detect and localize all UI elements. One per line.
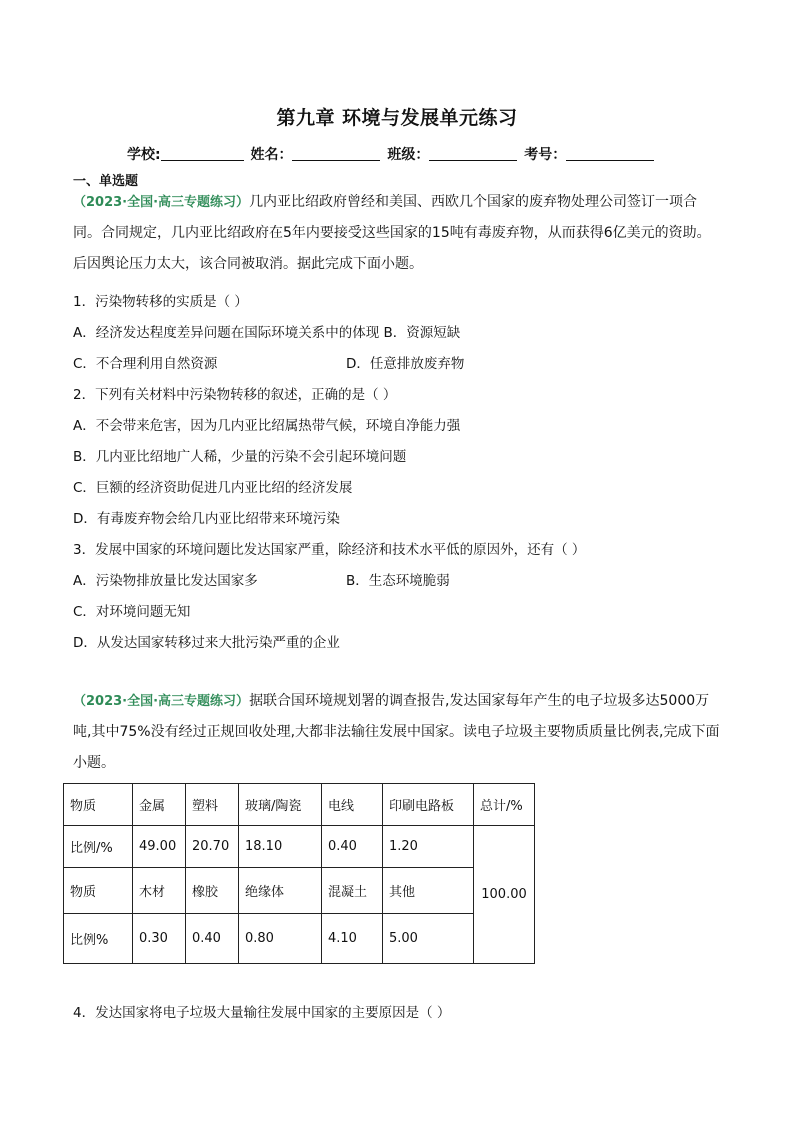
- table-cell: 0.40: [322, 826, 383, 868]
- class-label: 班级：: [387, 147, 430, 163]
- table-cell: 橡胶: [186, 868, 239, 914]
- table-cell: 木材: [133, 868, 186, 914]
- school-label: 学校:: [127, 147, 161, 163]
- table-cell: 4.10: [322, 914, 383, 964]
- exam-number-blank: [566, 146, 654, 161]
- table-cell: 塑料: [186, 784, 239, 826]
- table-cell: 0.80: [239, 914, 322, 964]
- page-title: 第九章 环境与发展单元练习: [276, 107, 518, 129]
- class-blank: [429, 146, 517, 161]
- table-cell: 玻璃/陶瓷: [239, 784, 322, 826]
- table-cell: 混凝土: [322, 868, 383, 914]
- school-blank: [161, 146, 244, 161]
- question-3-option-c: C．对环境问题无知: [73, 604, 191, 620]
- name-blank: [292, 146, 380, 161]
- table-cell: 印刷电路板: [383, 784, 474, 826]
- table-row: [64, 826, 535, 868]
- passage-2-source: （2023·全国·高三专题练习）: [73, 694, 250, 709]
- table-cell: 物质: [64, 868, 133, 914]
- table-cell: 总计/%: [474, 784, 535, 826]
- table-cell: 18.10: [239, 826, 322, 868]
- table-cell: 金属: [133, 784, 186, 826]
- table-cell: 20.70: [186, 826, 239, 868]
- section-heading: 一、单选题: [73, 174, 139, 189]
- question-2-option-a: A．不会带来危害，因为几内亚比绍属热带气候，环境自净能力强: [73, 418, 461, 434]
- question-2-stem: 2．下列有关材料中污染物转移的叙述，正确的是（ ）: [73, 387, 397, 403]
- e-waste-composition-table: [63, 783, 535, 964]
- table-cell: 0.40: [186, 914, 239, 964]
- passage-2-text: 据联合国环境规划署的调查报告,发达国家每年产生的电子垃圾多达5000万吨,其中75%没有经过正规回收处理,大都非法输往发展中国家。读电子垃圾主要物质质量比例表,完成下面小题。: [73, 693, 720, 771]
- table-total-cell: 100.00: [474, 826, 535, 964]
- student-info-line: [127, 144, 654, 164]
- table-row: [64, 784, 535, 826]
- table-row: [64, 914, 535, 964]
- question-2-option-b: B．几内亚比绍地广人稀，少量的污染不会引起环境问题: [73, 449, 407, 465]
- table-cell: 绝缘体: [239, 868, 322, 914]
- table-cell: 物质: [64, 784, 133, 826]
- question-3-stem: 3．发展中国家的环境问题比发达国家严重，除经济和技术水平低的原因外，还有（ ）: [73, 542, 586, 558]
- question-2-option-c: C．巨额的经济资助促进几内亚比绍的经济发展: [73, 480, 353, 496]
- table-cell: 比例%: [64, 914, 133, 964]
- passage-1-source: （2023·全国·高三专题练习）: [73, 195, 250, 210]
- passage-2: [73, 686, 723, 779]
- table-cell: 1.20: [383, 826, 474, 868]
- question-2-option-d: D．有毒废弃物会给几内亚比绍带来环境污染: [73, 511, 340, 527]
- question-3-option-b: B．生态环境脆弱: [346, 573, 450, 589]
- question-1-option-c: C．不合理利用自然资源: [73, 356, 218, 372]
- table-cell: 0.30: [133, 914, 186, 964]
- table-cell: 比例/%: [64, 826, 133, 868]
- question-4-stem: 4．发达国家将电子垃圾大量输往发展中国家的主要原因是（ ）: [73, 1005, 451, 1021]
- passage-1: [73, 187, 723, 280]
- table-row: [64, 868, 535, 914]
- table-cell: 5.00: [383, 914, 474, 964]
- question-1-option-d: D．任意排放废弃物: [346, 356, 465, 372]
- question-3-option-d: D．从发达国家转移过来大批污染严重的企业: [73, 635, 340, 651]
- table-cell: 电线: [322, 784, 383, 826]
- exam-number-label: 考号：: [524, 147, 567, 163]
- question-1-option-a: A．经济发达程度差异问题在国际环境关系中的体现 B．资源短缺: [73, 325, 461, 341]
- passage-1-text: 几内亚比绍政府曾经和美国、西欧几个国家的废弃物处理公司签订一项合同。合同规定，几内亚比绍政府在5年内要接受这些国家的15吨有毒废弃物，从而获得6亿美元的资助。后因舆论压力太大，该合同被取消。据此完成下面小题。: [73, 194, 711, 272]
- question-3-option-a: A．污染物排放量比发达国家多: [73, 573, 258, 589]
- question-1-stem: 1．污染物转移的实质是（ ）: [73, 294, 248, 310]
- name-label: 姓名：: [250, 147, 293, 163]
- table-cell: 其他: [383, 868, 474, 914]
- table-cell: 49.00: [133, 826, 186, 868]
